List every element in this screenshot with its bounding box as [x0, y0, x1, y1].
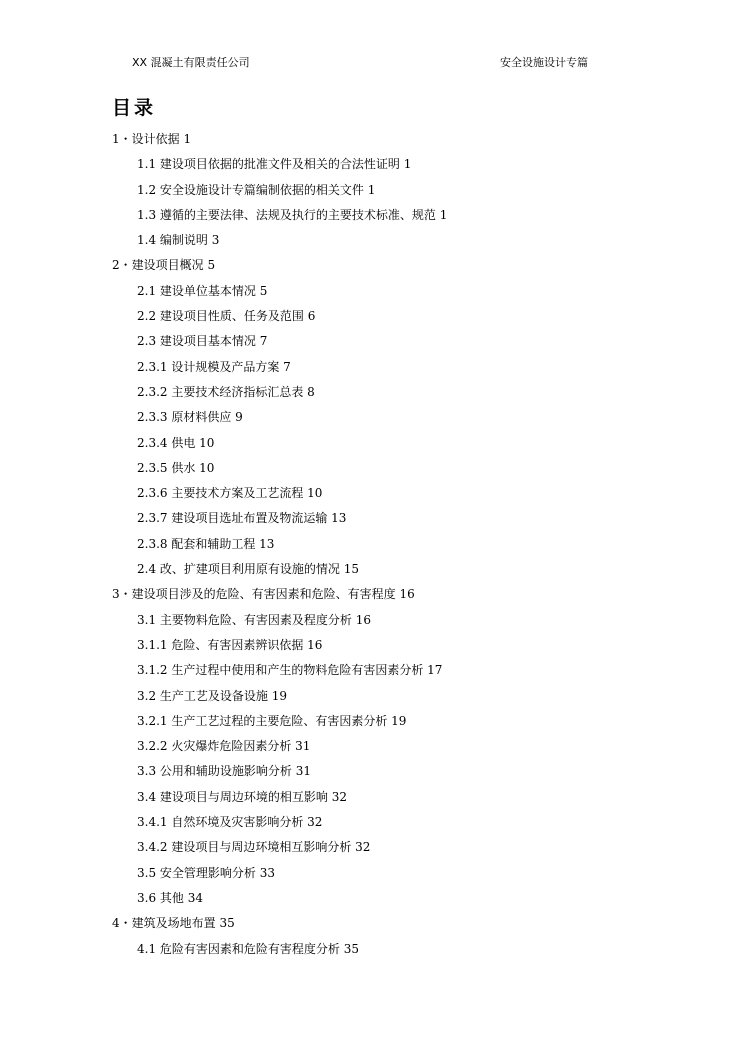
toc-entry[interactable]: 4.1 危险有害因素和危险有害程度分析 35 [137, 941, 359, 956]
toc-entry[interactable]: 2.3.2 主要技术经济指标汇总表 8 [137, 384, 315, 399]
toc-entry[interactable]: 3.2.2 火灾爆炸危险因素分析 31 [137, 739, 311, 754]
toc-entry[interactable]: 2.4 改、扩建项目利用原有设施的情况 15 [137, 562, 359, 577]
toc-entry[interactable]: 2.3.4 供电 10 [137, 435, 215, 450]
toc-entry[interactable]: 2.3.7 建设项目选址布置及物流运输 13 [137, 511, 347, 526]
toc-entry[interactable]: 3.5 安全管理影响分析 33 [137, 865, 275, 880]
toc-entry[interactable]: 3.3 公用和辅助设施影响分析 31 [137, 764, 311, 779]
toc-entry[interactable]: 3.4.1 自然环境及灾害影响分析 32 [137, 815, 323, 830]
toc-entry[interactable]: 1・设计依据 1 [112, 132, 192, 146]
toc-entry[interactable]: 1.3 遵循的主要法律、法规及执行的主要技术标准、规范 1 [137, 207, 448, 222]
toc-entry[interactable]: 2.2 建设项目性质、任务及范围 6 [137, 309, 316, 324]
toc-entry[interactable]: 3.2.1 生产工艺过程的主要危险、有害因素分析 19 [137, 713, 407, 728]
toc-entry[interactable]: 2.3.6 主要技术方案及工艺流程 10 [137, 486, 323, 501]
toc-entry[interactable]: 3・建设项目涉及的危险、有害因素和危险、有害程度 16 [112, 587, 415, 602]
toc-entry[interactable]: 2.3.3 原材料供应 9 [137, 410, 243, 425]
toc-entry[interactable]: 3.1 主要物料危险、有害因素及程度分析 16 [137, 612, 371, 627]
toc-entry[interactable]: 4・建筑及场地布置 35 [112, 916, 235, 931]
toc-entry[interactable]: 3.1.1 危险、有害因素辨识依据 16 [137, 637, 323, 652]
toc-entry[interactable]: 1.4 编制说明 3 [137, 233, 220, 248]
toc-entry[interactable]: 1.1 建设项目依据的批准文件及相关的合法性证明 1 [137, 157, 412, 172]
toc-entry[interactable]: 3.1.2 生产过程中使用和产生的物料危险有害因素分析 17 [137, 663, 443, 678]
toc-entry[interactable]: 1.2 安全设施设计专篇编制依据的相关文件 1 [137, 182, 376, 197]
table-of-contents [0, 129, 744, 964]
toc-entry[interactable]: 3.4 建设项目与周边环境的相互影响 32 [137, 789, 347, 804]
toc-entry[interactable]: 2.1 建设单位基本情况 5 [137, 283, 268, 298]
toc-entry[interactable]: 3.2 生产工艺及设备设施 19 [137, 688, 287, 703]
toc-entry[interactable]: 3.4.2 建设项目与周边环境相互影响分析 32 [137, 840, 371, 855]
toc-entry[interactable]: 2.3.5 供水 10 [137, 460, 215, 475]
toc-entry[interactable]: 2.3.1 设计规模及产品方案 7 [137, 359, 291, 374]
toc-entry[interactable]: 3.6 其他 34 [137, 890, 203, 905]
header-company: XX 混凝土有限责任公司 [132, 56, 250, 69]
toc-entry[interactable]: 2.3.8 配套和辅助工程 13 [137, 536, 275, 551]
header-doc-title: 安全设施设计专篇 [500, 56, 588, 69]
toc-title: 目录 [112, 97, 157, 119]
toc-entry[interactable]: 2・建设项目概况 5 [112, 258, 216, 273]
toc-entry[interactable]: 2.3 建设项目基本情况 7 [137, 334, 268, 349]
